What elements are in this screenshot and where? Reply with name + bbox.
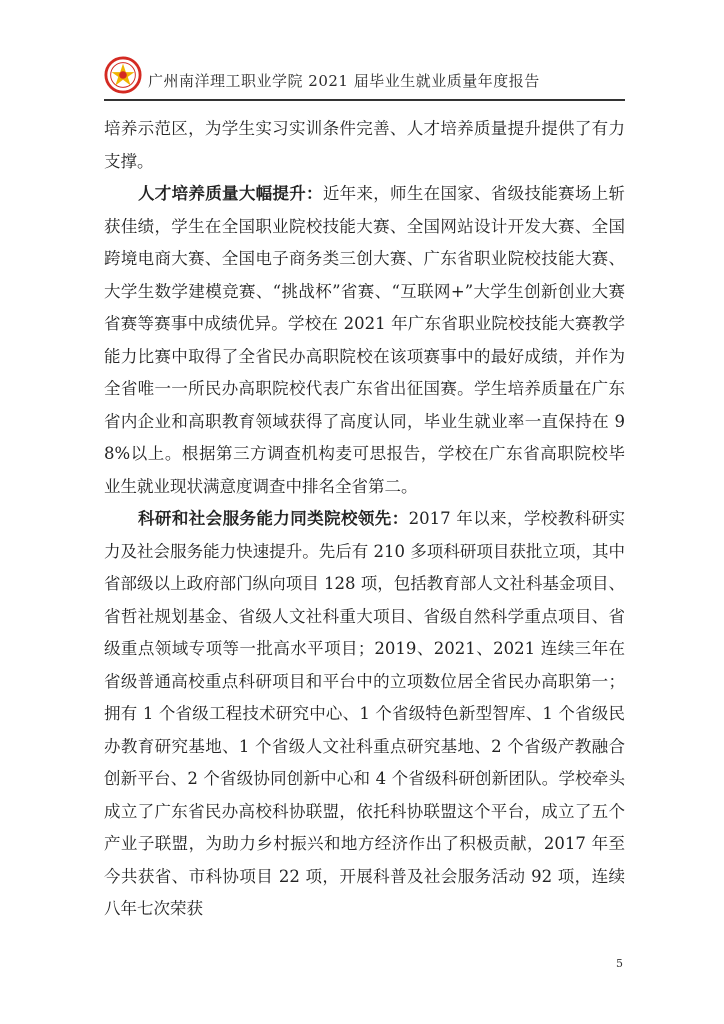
- document-body: [104, 113, 625, 926]
- header-title: 广州南洋理工职业学院 2021 届毕业生就业质量年度报告: [148, 72, 540, 90]
- paragraph-talent-training: [104, 178, 625, 503]
- paragraph-text: 近年来，师生在国家、省级技能赛场上斩获佳绩，学生在全国职业院校技能大赛、全国网站设计开发大赛、全国跨境电商大赛、全国电子商务类三创大赛、广东省职业院校技能大赛、大学生数学建模竞赛、“挑战杯”省赛、“互联网+”大学生创新创业大赛省赛等赛事中成绩优异。学校在 2021 年广东省职业院校技能大赛教学能力比赛中取得了全省民办高职院校在该项赛事中的最好成绩，并作为全省唯一一所民办高职院校代表广东省出征国赛。学生培养质量在广东省内企业和高职教育领域获得了高度认同，毕业生就业率一直保持在 98%以上。根据第三方调查机构麦可思报告，学校在广东省高职院校毕业生就业现状满意度调查中排名全省第二。: [104, 184, 626, 496]
- school-emblem-icon: [104, 56, 142, 94]
- paragraph-research-service: [104, 503, 625, 926]
- paragraph-continuation: 培养示范区，为学生实习实训条件完善、人才培养质量提升提供了有力支撑。: [104, 119, 625, 171]
- paragraph-text: 2017 年以来，学校教科研实力及社会服务能力快速提升。先后有 210 多项科研项目获批立项，其中省部级以上政府部门纵向项目 128 项，包括教育部人文社科基金项目、省哲社规划基金、省级人文社科重大项目、省级自然科学重点项目、省级重点领域专项等一批高水平项目；2019、2021、2021 连续三年在省级普通高校重点科研项目和平台中的立项数位居全省民办高职第一；拥有 1 个省级工程技术研究中心、1 个省级特色新型智库、1 个省级民办教育研究基地、1 个省级人文社科重点研究基地、2 个省级产教融合创新平台、2 个省级协同创新中心和 4 个省级科研创新团队。学校牵头成立了广东省民办高校科协联盟，依托科协联盟这个平台，成立了五个产业子联盟，为助力乡村振兴和地方经济作出了积极贡献，2017 年至今共获省、市科协项目 22 项，开展科普及社会服务活动 92 项，连续八年七次荣获: [104, 509, 625, 918]
- paragraph-heading: 科研和社会服务能力同类院校领先：: [138, 509, 409, 528]
- page-number: 5: [616, 957, 623, 970]
- page-header: [104, 54, 624, 98]
- paragraph-heading: 人才培养质量大幅提升：: [138, 184, 323, 203]
- header-rule: [104, 99, 625, 101]
